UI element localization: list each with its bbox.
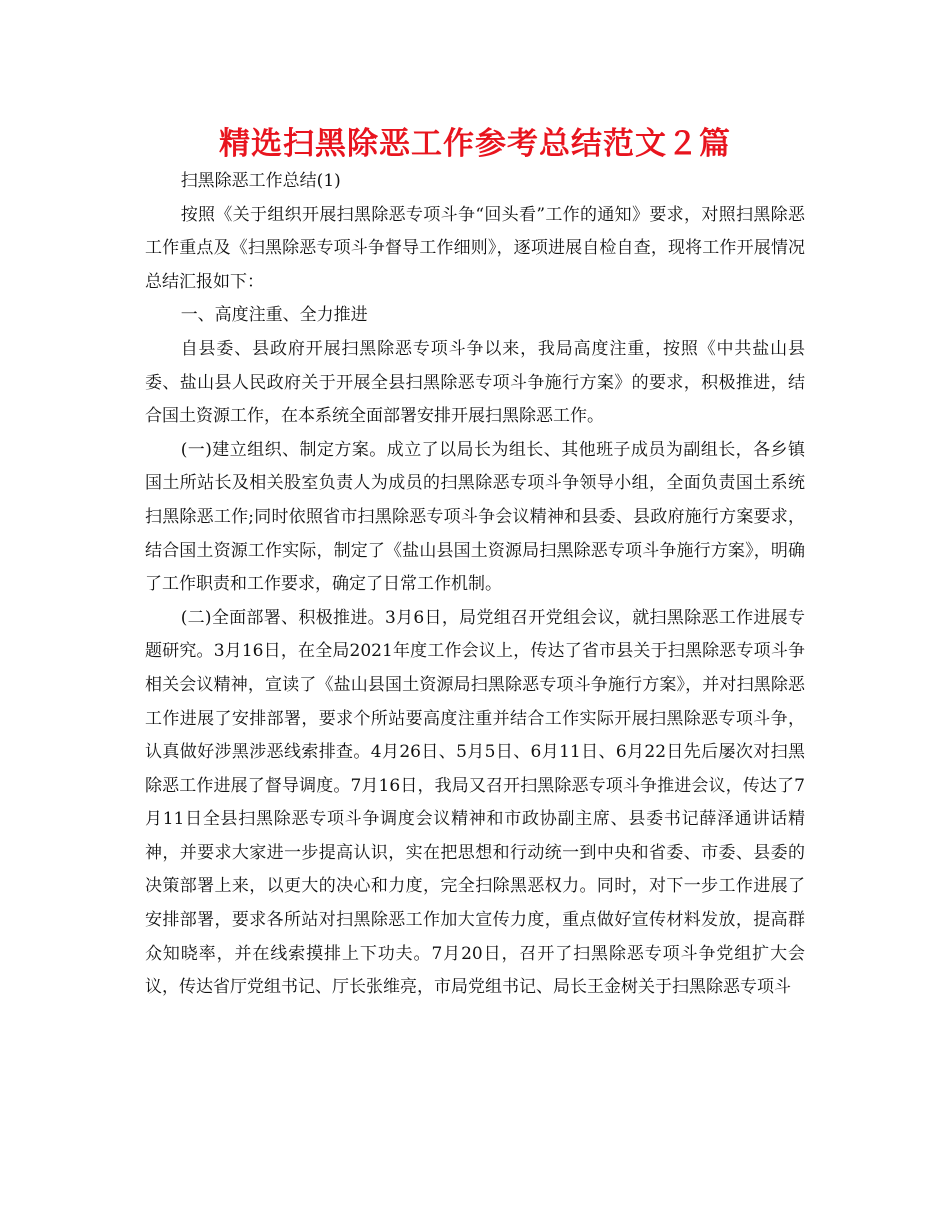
document-title: 精选扫黑除恶工作参考总结范文２篇	[219, 126, 731, 162]
subtitle-paragraph: 扫黑除恶工作总结(1)	[180, 171, 341, 191]
section-heading: 一、高度注重、全力推进	[180, 305, 368, 326]
body-paragraph: (二)全面部署、积极推进。3月6日，局党组召开党组会议，就扫黑除恶工作进展专题研究。3月16日，在全局2021年度工作会议上，传达了省市县关于扫黑除恶专项斗争相关会议精神，宣读了《盐山县国土资源局扫黑除恶专项斗争施行方案》，并对扫黑除恶工作进展了安排部署，要求个所站要高度注重并结合工作实际开展扫黑除恶专项斗争，认真做好涉黑涉恶线索排查。4月26日、5月5日、6月11日、6月22日先后屡次对扫黑除恶工作进展了督导调度。7月16日，我局又召开扫黑除恶专项斗争推进会议，传达了7月11日全县扫黑除恶专项斗争调度会议精神和市政协副主席、县委书记薛泽通讲话精神，并要求大家进一步提高认识，实在把思想和行动统一到中央和省委、市委、县委的决策部署上来，以更大的决心和力度，完全扫除黑恶权力。同时，对下一步工作进展了安排部署，要求各所站对扫黑除恶工作加大宣传力度，重点做好宣传材料发放，提高群众知晓率，并在线索摸排上下功夫。7月20日，召开了扫黑除恶专项斗争党组扩大会议，传达省厅党组书记、厅长张维亮，市局党组书记、局长王金树关于扫黑除恶专项斗	[145, 607, 805, 998]
body-paragraph: (一)建立组织、制定方案。成立了以局长为组长、其他班子成员为副组长，各乡镇国土所站长及相关股室负责人为成员的扫黑除恶专项斗争领导小组，全面负责国土系统扫黑除恶工作;同时依照省市扫黑除恶专项斗争会议精神和县委、县政府施行方案要求，结合国土资源工作实际，制定了《盐山县国土资源局扫黑除恶专项斗争施行方案》，明确了工作职责和工作要求，确定了日常工作机制。	[145, 439, 805, 595]
document-body	[145, 165, 805, 1005]
intro-paragraph: 按照《关于组织开展扫黑除恶专项斗争“回头看”工作的通知》要求，对照扫黑除恶工作重点及《扫黑除恶专项斗争督导工作细则》，逐项进展自检自查，现将工作开展情况总结汇报如下：	[145, 204, 805, 292]
body-paragraph: 自县委、县政府开展扫黑除恶专项斗争以来，我局高度注重，按照《中共盐山县委、盐山县人民政府关于开展全县扫黑除恶专项斗争施行方案》的要求，积极推进，结合国土资源工作，在本系统全面部署安排开展扫黑除恶工作。	[145, 338, 805, 427]
